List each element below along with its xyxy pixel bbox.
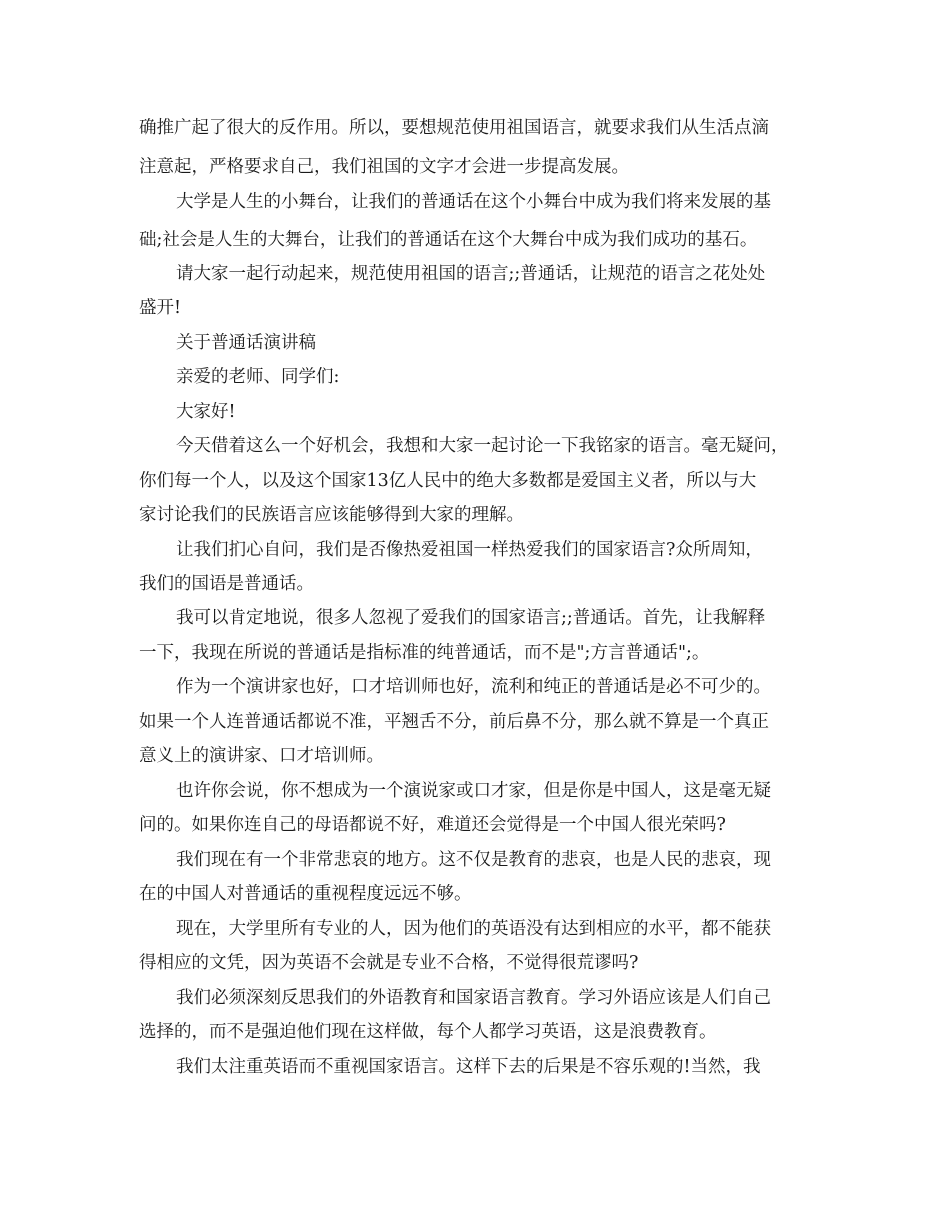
section-heading: 关于普通话演讲稿 xyxy=(176,333,316,353)
salutation: 亲爱的老师、同学们: xyxy=(176,367,340,387)
text-line: 我们太注重英语而不重视国家语言。这样下去的后果是不容乐观的!当然，我 xyxy=(176,1057,761,1077)
text-line: 一下，我现在所说的普通话是指标准的纯普通话，而不是";方言普通话";。 xyxy=(139,643,710,663)
text-line: 问的。如果你连自己的母语都说不好，难道还会觉得是一个中国人很光荣吗? xyxy=(139,815,726,835)
text-line: 让我们扪心自问，我们是否像热爱祖国一样热爱我们的国家语言?众所周知， xyxy=(176,540,763,560)
text-line: 我们必须深刻反思我们的外语教育和国家语言教育。学习外语应该是人们自己 xyxy=(176,988,771,1008)
text-line: 也许你会说，你不想成为一个演说家或口才家，但是你是中国人，这是毫无疑 xyxy=(176,781,771,801)
text-line: 在的中国人对普通话的重视程度远远不够。 xyxy=(139,884,472,904)
text-line: 意义上的演讲家、口才培训师。 xyxy=(139,746,384,766)
text-line: 盛开! xyxy=(139,298,182,318)
greeting: 大家好! xyxy=(176,402,236,422)
text-line: 家讨论我们的民族语言应该能够得到大家的理解。 xyxy=(139,505,524,525)
text-line: 现在，大学里所有专业的人，因为他们的英语没有达到相应的水平，都不能获 xyxy=(176,919,771,939)
text-line: 注意起，严格要求自己，我们祖国的文字才会进一步提高发展。 xyxy=(139,157,629,177)
text-line: 你们每一个人，以及这个国家13亿人民中的绝大多数都是爱国主义者，所以与大 xyxy=(139,471,757,491)
text-line: 大学是人生的小舞台，让我们的普通话在这个小舞台中成为我们将来发展的基 xyxy=(176,192,771,212)
text-line: 我们的国语是普通话。 xyxy=(139,574,314,594)
text-line: 选择的，而不是强迫他们现在这样做，每个人都学习英语，这是浪费教育。 xyxy=(139,1022,717,1042)
text-line: 如果一个人连普通话都说不准，平翘舌不分，前后鼻不分，那么就不算是一个真正 xyxy=(139,712,769,732)
text-line: 我们现在有一个非常悲哀的地方。这不仅是教育的悲哀，也是人民的悲哀，现 xyxy=(176,850,771,870)
text-line: 础;社会是人生的大舞台，让我们的普通话在这个大舞台中成为我们成功的基石。 xyxy=(139,230,758,250)
text-line: 确推广起了很大的反作用。所以，要想规范使用祖国语言，就要求我们从生活点滴 xyxy=(139,118,769,138)
text-line: 今天借着这么一个好机会，我想和大家一起讨论一下我铭家的语言。毫无疑问， xyxy=(176,436,789,456)
text-line: 我可以肯定地说，很多人忽视了爱我们的国家语言;;普通话。首先，让我解释 xyxy=(176,608,766,628)
text-line: 作为一个演讲家也好，口才培训师也好，流利和纯正的普通话是必不可少的。 xyxy=(176,677,771,697)
text-line: 请大家一起行动起来，规范使用祖国的语言;;普通话，让规范的语言之花处处 xyxy=(176,264,766,284)
text-line: 得相应的文凭，因为英语不会就是专业不合格，不觉得很荒谬吗? xyxy=(139,953,639,973)
